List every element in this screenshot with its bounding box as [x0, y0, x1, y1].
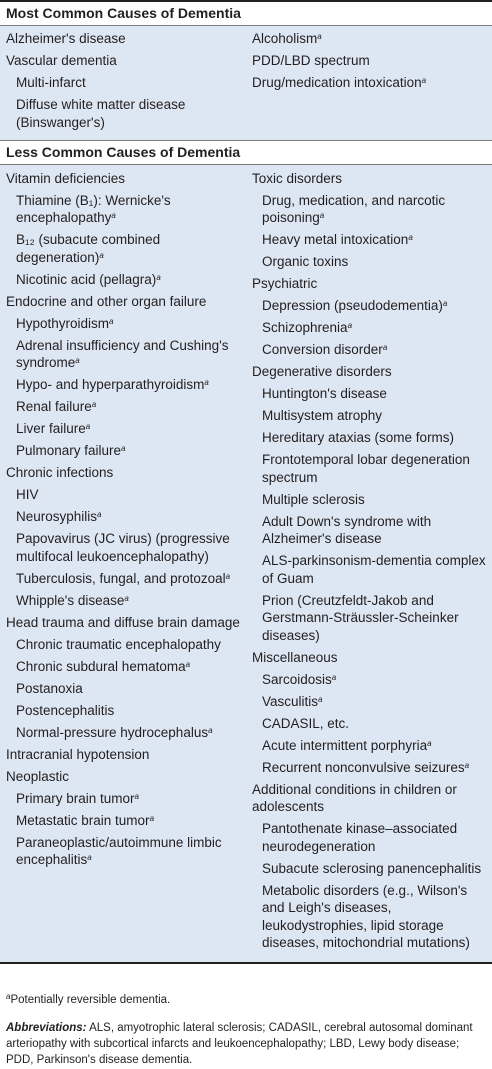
column-left: [0, 168, 246, 955]
sub-item: [246, 383, 492, 405]
section-title-less-common: Less Common Causes of Dementia: [0, 141, 492, 165]
item-label: Multisystem atrophy: [262, 408, 383, 423]
reversible-mark: a: [156, 272, 161, 282]
section-title-most-common: Most Common Causes of Dementia: [0, 0, 492, 26]
reversible-mark: a: [121, 444, 126, 453]
sub-item: [0, 832, 246, 872]
sub-item: [246, 339, 492, 361]
sub-item: [246, 405, 492, 427]
item-label: Heavy metal intoxication: [262, 232, 409, 247]
sub-item: [246, 251, 492, 273]
sub-item: [246, 858, 492, 880]
item-label: Paraneoplastic/autoimmune limbic encephalitis: [16, 834, 222, 867]
reversible-mark: a: [85, 422, 91, 431]
sub-item: [246, 317, 492, 339]
item-label: Pantothenate kinase–associated neurodegeneration: [262, 821, 458, 854]
item-label: PDD/LBD spectrum: [252, 53, 370, 68]
item-label: Toxic disorders: [252, 170, 343, 186]
item-label: Prion (Creutzfeldt-Jakob and Gerstmann-Sträussler-Scheinker diseases): [262, 592, 459, 643]
sub-item: [246, 229, 492, 251]
item-label: Intracranial hypotension: [6, 746, 150, 762]
sub-item: [0, 568, 246, 590]
item-label: CADASIL, etc.: [262, 715, 350, 731]
abbreviations-text: ALS, amyotrophic lateral sclerosis; CADASIL, cerebral autosomal dominant arteriopathy with subcortical infarcts and leukoencephalopathy; LBD, Lewy body disease; PDD, Parkinson's disease dementia.: [6, 1022, 473, 1066]
category-item: [0, 291, 246, 313]
sub-item: [246, 735, 492, 757]
sub-item: [246, 818, 492, 858]
reversible-mark: a: [185, 659, 191, 669]
sub-item: [0, 440, 246, 462]
item-label: Hereditary ataxias (some forms): [262, 430, 455, 445]
reversible-mark: a: [382, 343, 388, 352]
item-label: Recurrent nonconvulsive seizures: [262, 759, 465, 775]
footnote: [6, 994, 170, 1006]
item-label: Chronic infections: [6, 465, 114, 480]
item-label: Hypo- and hyperparathyroidism: [16, 377, 205, 392]
item-label: Metabolic disorders (e.g., Wilson's and Leigh's diseases, leukodystrophies, lipid storage diseases, mitochondrial mutations): [262, 882, 470, 950]
item-label: Acute intermittent porphyria: [262, 737, 428, 753]
item-label: Degenerative disorders: [252, 364, 392, 379]
category-item: [246, 647, 492, 669]
sub-item: [246, 489, 492, 511]
category-item: [0, 28, 246, 50]
column-right: [246, 168, 492, 955]
item-label: Adrenal insufficiency and Cushing's syndrome: [16, 337, 229, 370]
item-label: Subacute sclerosing panencephalitis: [262, 860, 482, 876]
reversible-mark: a: [464, 760, 470, 770]
item-label: Huntington's disease: [262, 386, 387, 401]
item-label: Pulmonary failure: [16, 443, 122, 458]
item-label: Postencephalitis: [16, 702, 115, 718]
item-label: Frontotemporal lobar degeneration spectrum: [262, 452, 470, 485]
sub-item: [0, 810, 246, 832]
item-label: Hypothyroidism: [16, 315, 110, 331]
sub-item: [0, 374, 246, 396]
category-item: [0, 766, 246, 788]
sub-item: [0, 335, 246, 375]
item-label: Papovavirus (JC virus) (progressive multifocal leukoencephalopathy): [16, 531, 230, 564]
reversible-mark: a: [347, 321, 353, 330]
sub-item: [246, 427, 492, 449]
item-label: Additional conditions in children or adolescents: [252, 781, 457, 814]
item-label: Multi-infarct: [16, 75, 86, 90]
sub-item: [246, 691, 492, 713]
item-label: Metastatic brain tumor: [16, 812, 150, 828]
item-label: Alcoholism: [252, 31, 318, 46]
sub-item: [0, 94, 246, 134]
sub-item: [0, 484, 246, 506]
item-label: Neoplastic: [6, 768, 70, 784]
reversible-mark: a: [317, 32, 322, 41]
sub-item: [0, 269, 246, 291]
item-label: Head trauma and diffuse brain damage: [6, 614, 240, 630]
reversible-mark: a: [75, 356, 80, 365]
item-label: Organic toxins: [262, 254, 349, 269]
footnote-text: Potentially reversible dementia.: [10, 994, 171, 1006]
item-label: Liver failure: [16, 421, 86, 436]
item-label: Renal failure: [16, 399, 92, 414]
item-label: HIV: [16, 487, 39, 502]
reversible-mark: a: [99, 250, 104, 260]
item-label: Normal-pressure hydrocephalus: [16, 724, 209, 740]
reversible-mark: a: [91, 400, 97, 409]
category-item: [246, 361, 492, 383]
item-label: Adult Down's syndrome with Alzheimer's disease: [262, 513, 432, 546]
sub-item: [246, 295, 492, 317]
item-label: Drug/medication intoxication: [252, 75, 422, 90]
reversible-mark: a: [87, 853, 92, 862]
column-right: [246, 28, 492, 134]
reversible-mark: a: [208, 725, 213, 735]
abbreviations-label: Abbreviations:: [6, 1022, 87, 1034]
sub-item: [246, 757, 492, 779]
footnote-mark: a: [6, 992, 11, 1001]
item-label: Alzheimer's disease: [6, 31, 126, 46]
sub-item: [246, 713, 492, 735]
item-label: ALS-parkinsonism-dementia complex of Guam: [262, 553, 486, 586]
item-label: Miscellaneous: [252, 649, 338, 665]
sub-item: [0, 229, 246, 269]
reversible-mark: a: [427, 738, 432, 748]
category-item: [0, 50, 246, 72]
reversible-mark: a: [319, 211, 325, 220]
column-left: [0, 28, 246, 134]
reversible-mark: a: [442, 299, 448, 308]
sub-item: [0, 722, 246, 744]
item-label: Chronic subdural hematoma: [16, 658, 186, 674]
sub-item: [0, 634, 246, 656]
sub-item: [0, 700, 246, 722]
item-label: Thiamine (B₁): Wernicke's encephalopathy: [16, 192, 171, 225]
sub-item: [0, 313, 246, 335]
category-item: [246, 28, 492, 50]
sub-item: [246, 550, 492, 590]
sub-item: [0, 590, 246, 612]
reversible-mark: a: [134, 791, 139, 801]
sub-item: [0, 72, 246, 94]
category-item: [246, 273, 492, 295]
category-item: [246, 72, 492, 94]
sub-item: [0, 678, 246, 700]
item-label: Vitamin deficiencies: [6, 170, 126, 186]
category-item: [0, 744, 246, 766]
item-label: B₁₂ (subacute combined degeneration): [16, 232, 161, 265]
reversible-mark: a: [204, 378, 209, 387]
category-item: [0, 168, 246, 190]
reversible-mark: a: [408, 233, 413, 242]
category-item: [0, 462, 246, 484]
item-label: Neurosyphilis: [16, 509, 98, 524]
reversible-mark: a: [97, 510, 102, 519]
sub-item: [0, 506, 246, 528]
item-label: Schizophrenia: [262, 320, 348, 335]
item-label: Depression (pseudodementia): [262, 298, 443, 313]
sub-item: [0, 788, 246, 810]
item-label: Vasculitis: [262, 693, 319, 709]
item-label: Primary brain tumor: [16, 790, 135, 806]
section-most-common: [0, 26, 492, 141]
sub-item: [246, 669, 492, 691]
category-item: [246, 168, 492, 190]
abbreviations-note: [6, 1020, 488, 1068]
reversible-mark: a: [111, 211, 116, 220]
sub-item: [246, 880, 492, 955]
item-label: Nicotinic acid (pellagra): [16, 271, 157, 287]
category-item: [0, 612, 246, 634]
item-label: Vascular dementia: [6, 53, 117, 68]
reversible-mark: a: [109, 316, 114, 326]
item-label: Sarcoidosis: [262, 671, 332, 687]
category-item: [246, 779, 492, 819]
reversible-mark: a: [331, 672, 337, 682]
item-label: Conversion disorder: [262, 342, 383, 357]
reversible-mark: a: [225, 571, 231, 581]
sub-item: [0, 528, 246, 568]
reversible-mark: a: [149, 813, 155, 823]
item-label: Whipple's disease: [16, 592, 125, 608]
category-item: [246, 50, 492, 72]
item-label: Chronic traumatic encephalopathy: [16, 636, 221, 652]
reversible-mark: a: [421, 76, 427, 85]
item-label: Drug, medication, and narcotic poisoning: [262, 192, 446, 225]
reversible-mark: a: [318, 694, 323, 704]
sub-item: [0, 396, 246, 418]
sub-item: [246, 590, 492, 647]
item-label: Diffuse white matter disease (Binswanger's): [16, 97, 186, 130]
section-less-common: [0, 165, 492, 965]
sub-item: [0, 418, 246, 440]
item-label: Endocrine and other organ failure: [6, 293, 207, 309]
item-label: Psychiatric: [252, 276, 318, 291]
sub-item: [246, 449, 492, 489]
sub-item: [0, 190, 246, 230]
sub-item: [246, 190, 492, 230]
reversible-mark: a: [124, 593, 129, 603]
item-label: Multiple sclerosis: [262, 491, 365, 507]
item-label: Tuberculosis, fungal, and protozoal: [16, 570, 226, 586]
sub-item: [246, 511, 492, 551]
sub-item: [0, 656, 246, 678]
item-label: Postanoxia: [16, 680, 83, 696]
